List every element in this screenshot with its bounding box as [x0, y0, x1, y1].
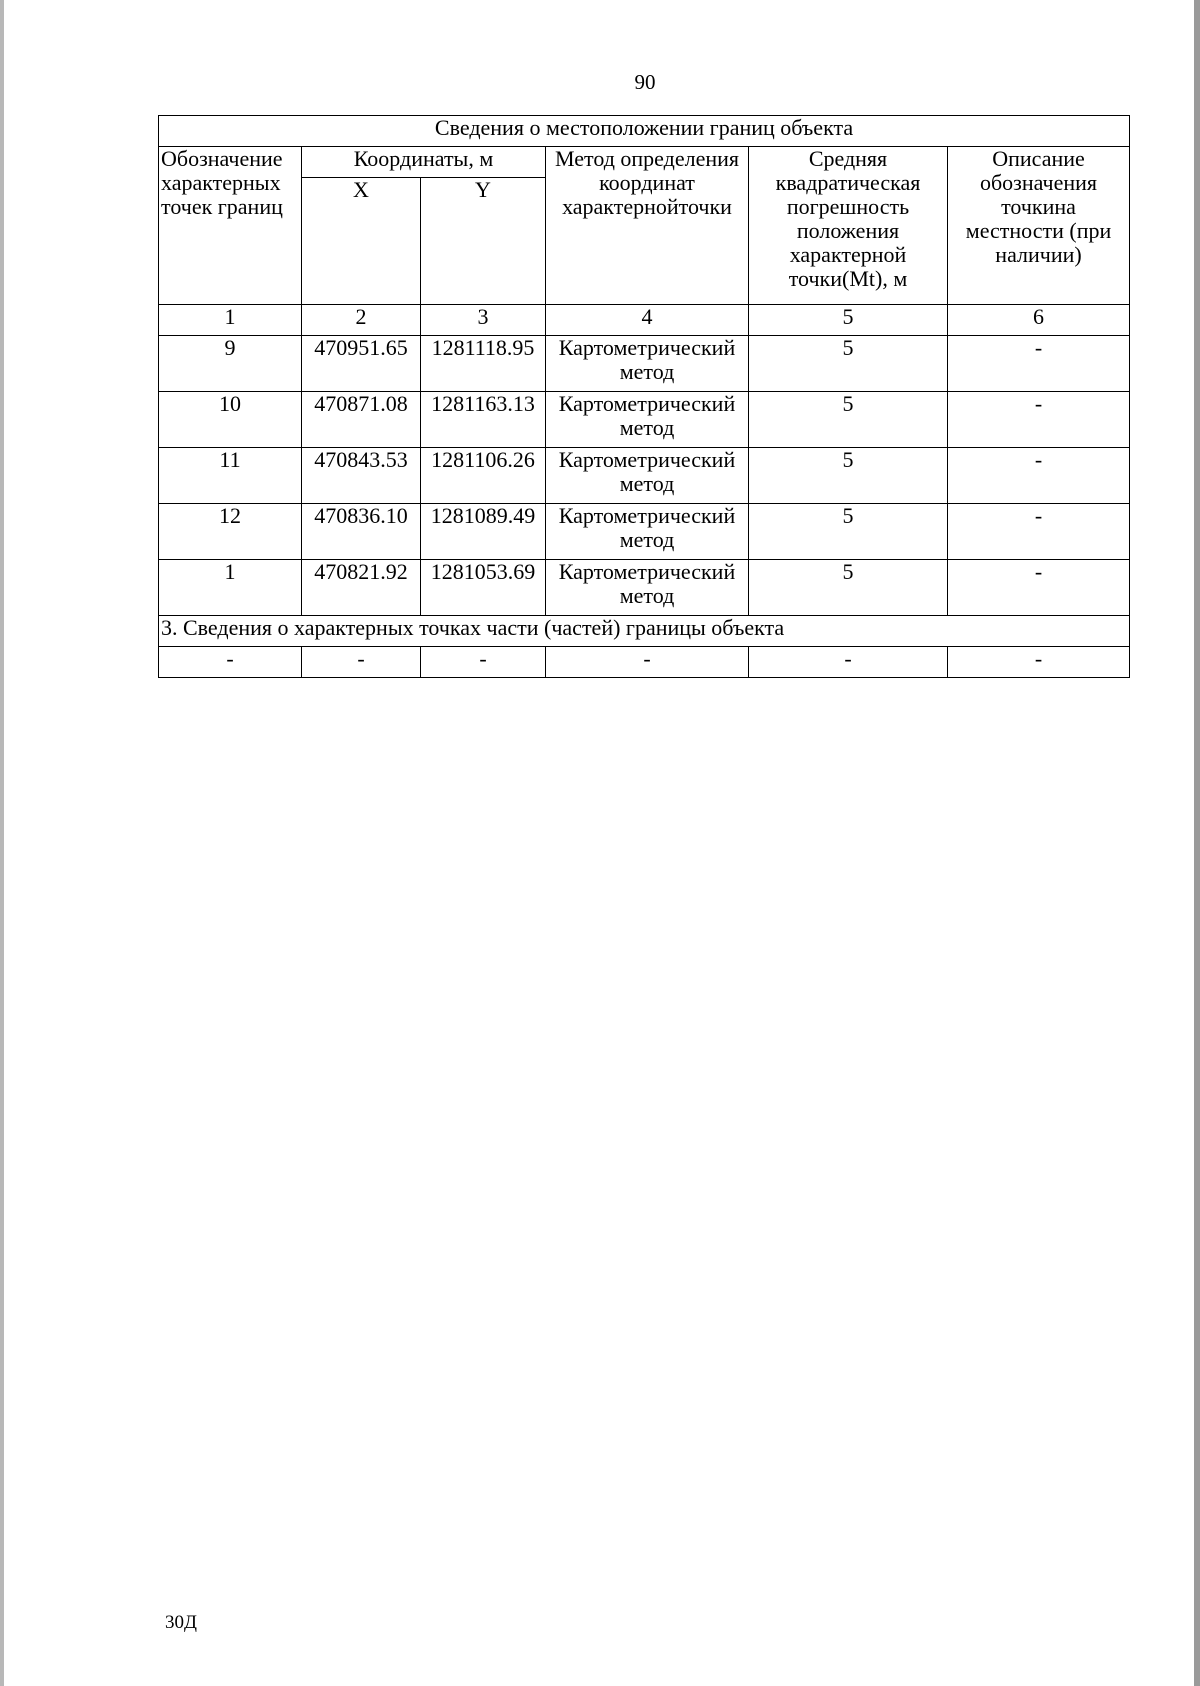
- coord-y: 1281089.49: [421, 504, 546, 560]
- dash-cell: -: [421, 647, 546, 678]
- description-cell: -: [948, 504, 1130, 560]
- column-number: 3: [421, 305, 546, 336]
- header-method: Метод определения координат характернойточки: [546, 147, 749, 305]
- error-cell: 5: [749, 560, 948, 616]
- dash-cell: -: [159, 647, 302, 678]
- header-description: Описание обозначения точкина местности (при наличии): [948, 147, 1130, 305]
- document-code: 30Д: [165, 1612, 197, 1633]
- table-row: [159, 392, 1130, 448]
- error-cell: 5: [749, 336, 948, 392]
- point-number: 9: [159, 336, 302, 392]
- method-cell: Картометрический метод: [546, 392, 749, 448]
- table-row: [159, 560, 1130, 616]
- description-cell: -: [948, 560, 1130, 616]
- dash-cell: -: [948, 647, 1130, 678]
- table-row: [159, 336, 1130, 392]
- point-number: 1: [159, 560, 302, 616]
- description-cell: -: [948, 392, 1130, 448]
- coord-x: 470871.08: [302, 392, 421, 448]
- table-row: [159, 448, 1130, 504]
- method-cell: Картометрический метод: [546, 448, 749, 504]
- section3-row: [159, 647, 1130, 678]
- column-number: 6: [948, 305, 1130, 336]
- table-caption: Сведения о местоположении границ объекта: [159, 116, 1130, 147]
- method-cell: Картометрический метод: [546, 336, 749, 392]
- column-numbers-row: [159, 305, 1130, 336]
- section3-title: 3. Сведения о характерных точках части (частей) границы объекта: [159, 616, 1130, 647]
- method-cell: Картометрический метод: [546, 504, 749, 560]
- point-number: 11: [159, 448, 302, 504]
- scan-edge-left: [0, 0, 4, 1686]
- page-number: 90: [634, 70, 656, 94]
- column-number: 2: [302, 305, 421, 336]
- table-row: [159, 504, 1130, 560]
- column-number: 5: [749, 305, 948, 336]
- method-cell: Картометрический метод: [546, 560, 749, 616]
- error-cell: 5: [749, 392, 948, 448]
- coord-y: 1281053.69: [421, 560, 546, 616]
- header-y: Y: [421, 178, 546, 305]
- coord-y: 1281118.95: [421, 336, 546, 392]
- column-number: 4: [546, 305, 749, 336]
- boundary-points-table: [158, 115, 1130, 678]
- header-x: X: [302, 178, 421, 305]
- dash-cell: -: [546, 647, 749, 678]
- coord-y: 1281163.13: [421, 392, 546, 448]
- error-cell: 5: [749, 448, 948, 504]
- header-error: Средняя квадратическая погрешность положения характерной точки(Mt), м: [749, 147, 948, 305]
- coord-x: 470821.92: [302, 560, 421, 616]
- point-number: 10: [159, 392, 302, 448]
- coord-x: 470836.10: [302, 504, 421, 560]
- error-cell: 5: [749, 504, 948, 560]
- coord-y: 1281106.26: [421, 448, 546, 504]
- dash-cell: -: [302, 647, 421, 678]
- scan-edge-right: [1194, 0, 1200, 1686]
- column-number: 1: [159, 305, 302, 336]
- header-coordinates: Координаты, м: [302, 147, 546, 178]
- coord-x: 470843.53: [302, 448, 421, 504]
- header-designation: Обозначение характерных точек границ: [159, 147, 302, 305]
- description-cell: -: [948, 336, 1130, 392]
- description-cell: -: [948, 448, 1130, 504]
- dash-cell: -: [749, 647, 948, 678]
- point-number: 12: [159, 504, 302, 560]
- coord-x: 470951.65: [302, 336, 421, 392]
